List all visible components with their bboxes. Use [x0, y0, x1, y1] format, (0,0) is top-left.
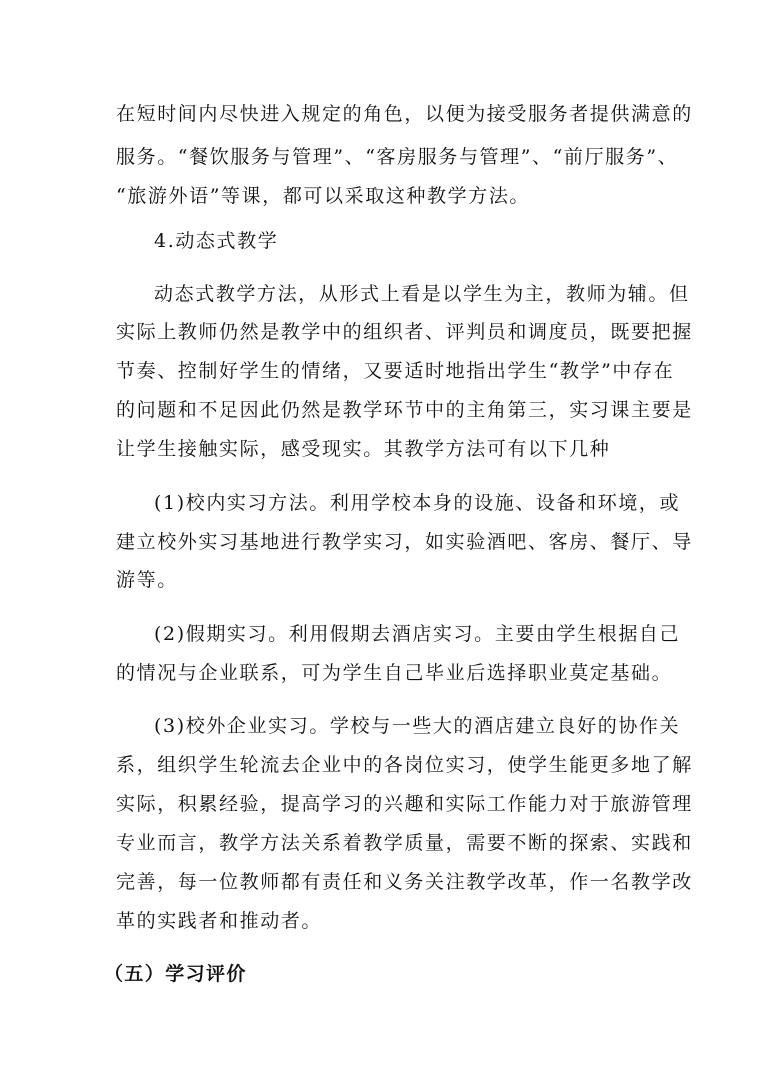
paragraph-line: 让学生接触实际，感受现实。其教学方法可有以下几种 — [116, 438, 611, 460]
paragraph-line: 节奏、控制好学生的情绪，又要适时地指出学生“教学”中存在 — [116, 360, 675, 382]
paragraph-line: 完善，每一位教师都有责任和义务关注教学改革，作一名教学改 — [116, 871, 693, 893]
section-heading-5: （五）学习评价 — [104, 963, 247, 985]
paragraph-line: 在短时间内尽快进入规定的角色，以便为接受服务者提供满意的 — [116, 103, 693, 125]
paragraph-line: 实际，积累经验，提高学习的兴趣和实际工作能力对于旅游管理 — [116, 793, 693, 815]
list-item-2: (2)假期实习。利用假期去酒店实习。主要由学生根据自己 — [154, 623, 681, 645]
paragraph-line: 的情况与企业联系，可为学生自己毕业后选择职业莫定基础。 — [116, 662, 673, 684]
paragraph-line: 动态式教学方法，从形式上看是以学生为主，教师为辅。但 — [154, 283, 690, 305]
paragraph-line: 专业而言，教学方法关系着教学质量，需要不断的探索、实践和 — [116, 832, 693, 854]
paragraph-line: 服务。“餐饮服务与管理”、“客房服务与管理”、“前厅服务”、 — [116, 146, 679, 168]
paragraph-line: 革的实践者和推动者。 — [116, 910, 323, 932]
paragraph-line: 实际上教师仍然是教学中的组织者、评判员和调度员，既要把握 — [116, 321, 693, 343]
section-heading-4: 4.动态式教学 — [154, 230, 279, 252]
paragraph-line: “旅游外语”等课，都可以采取这种教学方法。 — [116, 185, 531, 207]
paragraph-line: 的问题和不足因此仍然是教学环节中的主角第三，实习课主要是 — [116, 399, 693, 421]
paragraph-line: 建立校外实习基地进行教学实习，如实验酒吧、客房、餐厅、导 — [116, 531, 693, 553]
paragraph-line: 系，组织学生轮流去企业中的各岗位实习，使学生能更多地了解 — [116, 754, 693, 776]
list-item-1: (1)校内实习方法。利用学校本身的设施、设备和环境，或 — [154, 492, 681, 514]
list-item-3: (3)校外企业实习。学校与一些大的酒店建立良好的协作关 — [154, 715, 681, 737]
paragraph-line: 游等。 — [116, 569, 178, 591]
